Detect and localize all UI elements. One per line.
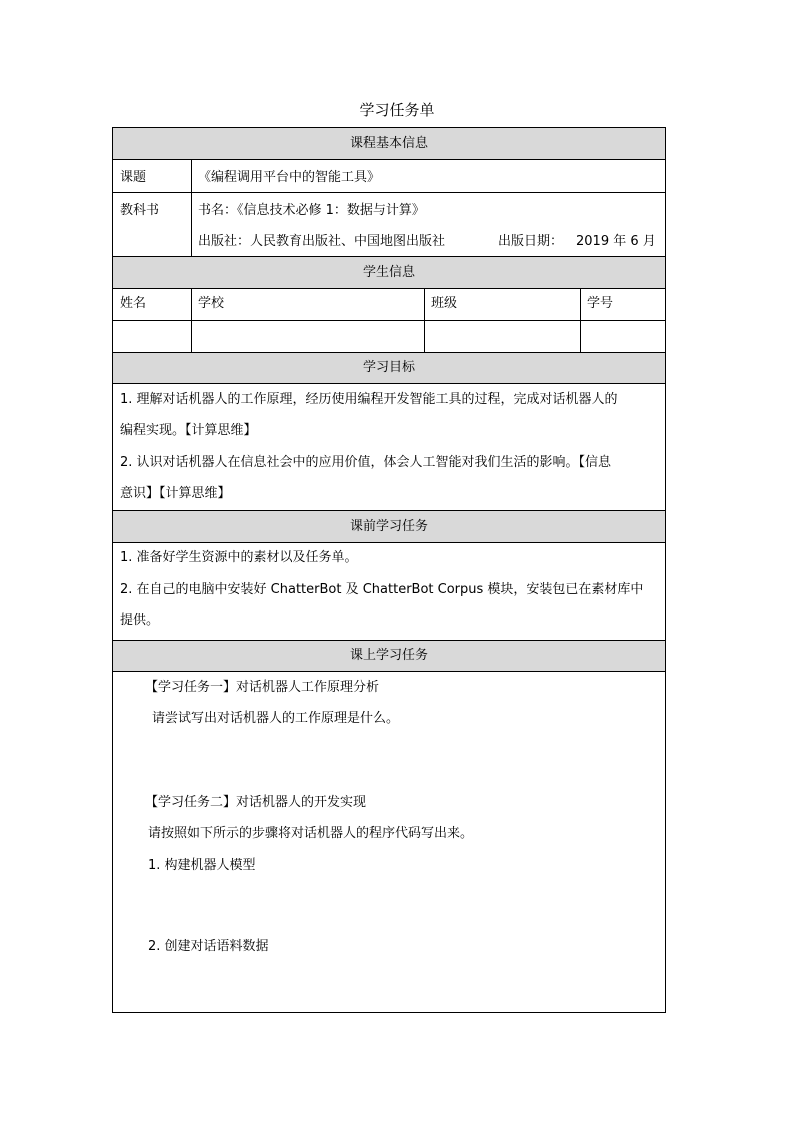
objective-line: 1. 理解对话机器人的工作原理，经历使用编程开发智能工具的过程，完成对话机器人的	[120, 392, 618, 407]
publisher: 出版社：人民教育出版社、中国地图出版社	[198, 234, 446, 249]
topic-value: 《编程调用平台中的智能工具》	[198, 170, 381, 185]
task2-title: 【学习任务二】对话机器人的开发实现	[145, 795, 367, 810]
task-sheet-table	[112, 127, 666, 1013]
objectives-header: 学习目标	[113, 353, 665, 383]
student-col-id: 学号	[587, 296, 614, 311]
task2-prompt: 请按照如下所示的步骤将对话机器人的程序代码写出来。	[148, 826, 474, 841]
student-col-class: 班级	[431, 296, 458, 311]
objective-line: 编程实现。【计算思维】	[120, 423, 257, 438]
topic-label: 课题	[120, 170, 147, 185]
pub-date-value: 2019 年 6 月	[576, 234, 656, 249]
textbook-label: 教科书	[120, 203, 160, 218]
col-divider	[580, 288, 581, 352]
row-divider	[113, 192, 665, 193]
student-info-header: 学生信息	[113, 257, 665, 288]
pre-class-line: 2. 在自己的电脑中安装好 ChatterBot 及 ChatterBot Corpus 模块，安装包已在素材库中	[120, 582, 644, 597]
col-divider	[191, 159, 192, 256]
student-col-school: 学校	[198, 296, 225, 311]
row-divider	[113, 320, 665, 321]
pre-class-line: 提供。	[120, 613, 160, 628]
pre-class-header: 课前学习任务	[113, 511, 665, 542]
task2-step1: 1. 构建机器人模型	[148, 858, 256, 873]
row-divider	[113, 159, 665, 160]
in-class-header: 课上学习任务	[113, 641, 665, 671]
row-divider	[113, 288, 665, 289]
col-divider	[424, 288, 425, 352]
pub-date-label: 出版日期：	[498, 234, 564, 249]
task1-prompt: 请尝试写出对话机器人的工作原理是什么。	[152, 711, 400, 726]
document-title: 学习任务单	[359, 101, 435, 119]
course-info-header: 课程基本信息	[113, 128, 665, 159]
objective-line: 2. 认识对话机器人在信息社会中的应用价值，体会人工智能对我们生活的影响。【信息	[120, 455, 612, 470]
task1-title: 【学习任务一】对话机器人工作原理分析	[145, 680, 380, 695]
col-divider	[191, 288, 192, 352]
book-name: 书名：《信息技术必修 1：数据与计算》	[198, 203, 425, 218]
task2-step2: 2. 创建对话语料数据	[148, 939, 269, 954]
student-col-name: 姓名	[120, 296, 147, 311]
row-divider	[113, 671, 665, 672]
pre-class-line: 1. 准备好学生资源中的素材以及任务单。	[120, 550, 358, 565]
row-divider	[113, 542, 665, 543]
row-divider	[113, 383, 665, 384]
objective-line: 意识】【计算思维】	[120, 486, 231, 501]
